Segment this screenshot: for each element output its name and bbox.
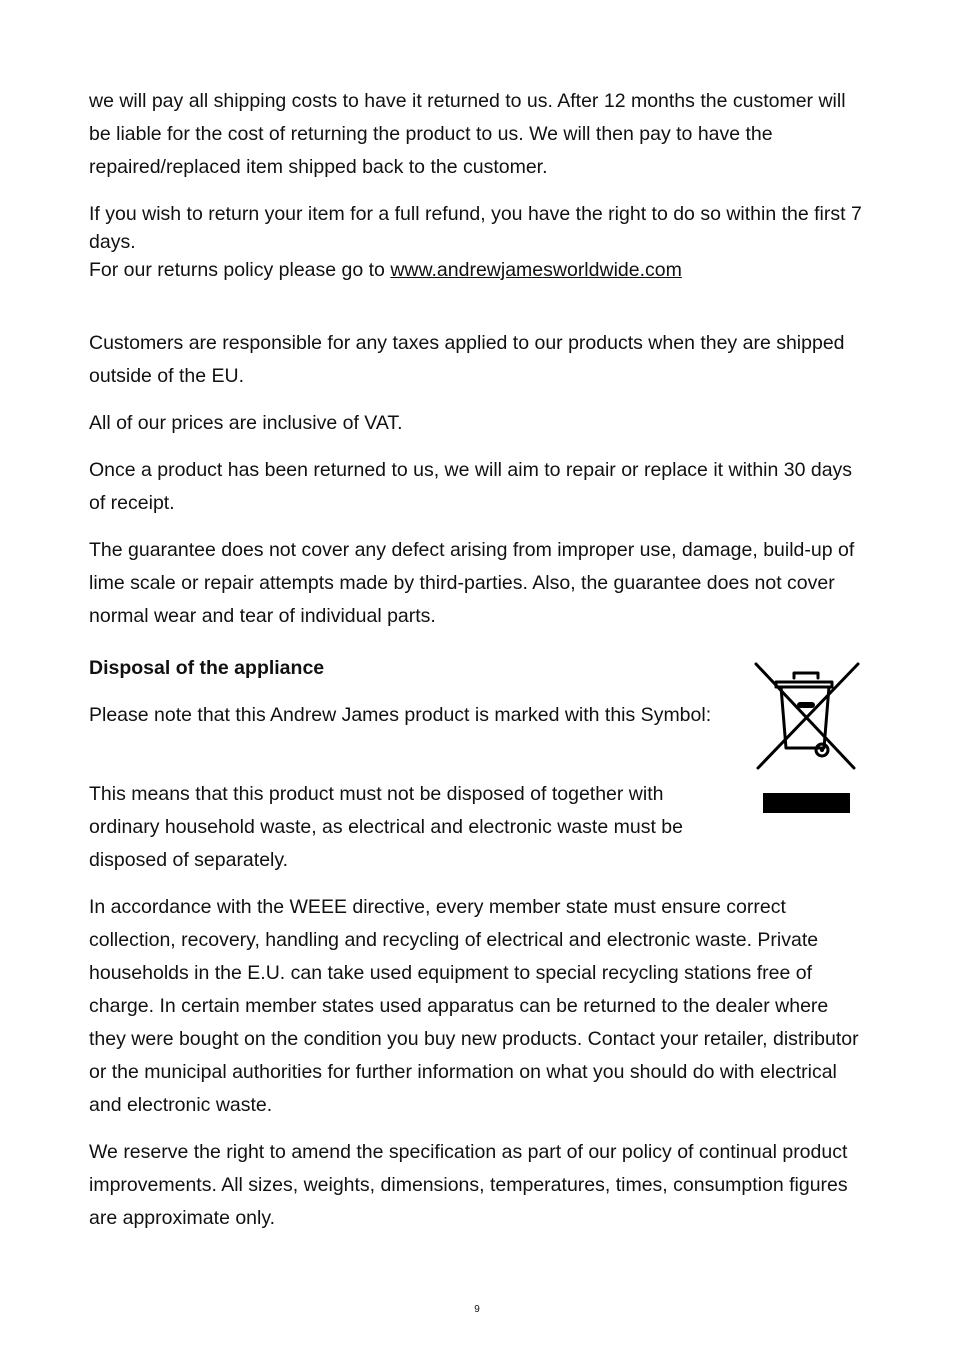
waste-paragraph: This means that this product must not be disposed of together with ordinary household waste, as electrical and electronic waste must be disposed of separately. [89,783,683,871]
vat-paragraph: All of our prices are inclusive of VAT. [89,412,403,434]
returns-policy-prefix: For our returns policy please go to [89,259,391,281]
crossed-out-wheelie-bin-icon [752,660,860,772]
shipping-paragraph: we will pay all shipping costs to have it returned to us. After 12 months the customer will be liable for the cost of returning the product to us. We will then pay to have the repaired/replaced item shipped back to the customer. [89,90,846,178]
taxes-paragraph: Customers are responsible for any taxes applied to our products when they are shipped outside of the EU. [89,332,845,387]
page-number: 9 [474,1304,480,1315]
weee-paragraph: In accordance with the WEEE directive, every member state must ensure correct collection, recovery, handling and recycling of electrical and electronic waste. Private households in the E.U. can take used equipment to special recycling stations free of charge. In certain member states used apparatus can be returned to the dealer where they were bought on the condition you buy new products. Contact your retailer, distributor or the municipal authorities for further information on what you should do with electrical and electronic waste. [89,896,859,1116]
specification-paragraph: We reserve the right to amend the specification as part of our policy of continual product improvements. All sizes, weights, dimensions, temperatures, times, consumption figures are approximate only. [89,1141,848,1229]
guarantee-paragraph: The guarantee does not cover any defect arising from improper use, damage, build-up of lime scale or repair attempts made by third-parties. Also, the guarantee does not cover normal wear and tear of individual parts. [89,539,855,627]
refund-paragraph [89,200,869,284]
repair-paragraph: Once a product has been returned to us, we will aim to repair or replace it within 30 days of receipt. [89,459,853,514]
disposal-heading: Disposal of the appliance [89,657,325,679]
returns-policy-link[interactable]: www.andrewjamesworldwide.com [390,259,682,281]
refund-text: If you wish to return your item for a full refund, you have the right to do so within the first 7 days. [89,203,862,253]
symbol-paragraph: Please note that this Andrew James product is marked with this Symbol: [89,704,712,726]
symbol-underline-bar [763,793,850,813]
